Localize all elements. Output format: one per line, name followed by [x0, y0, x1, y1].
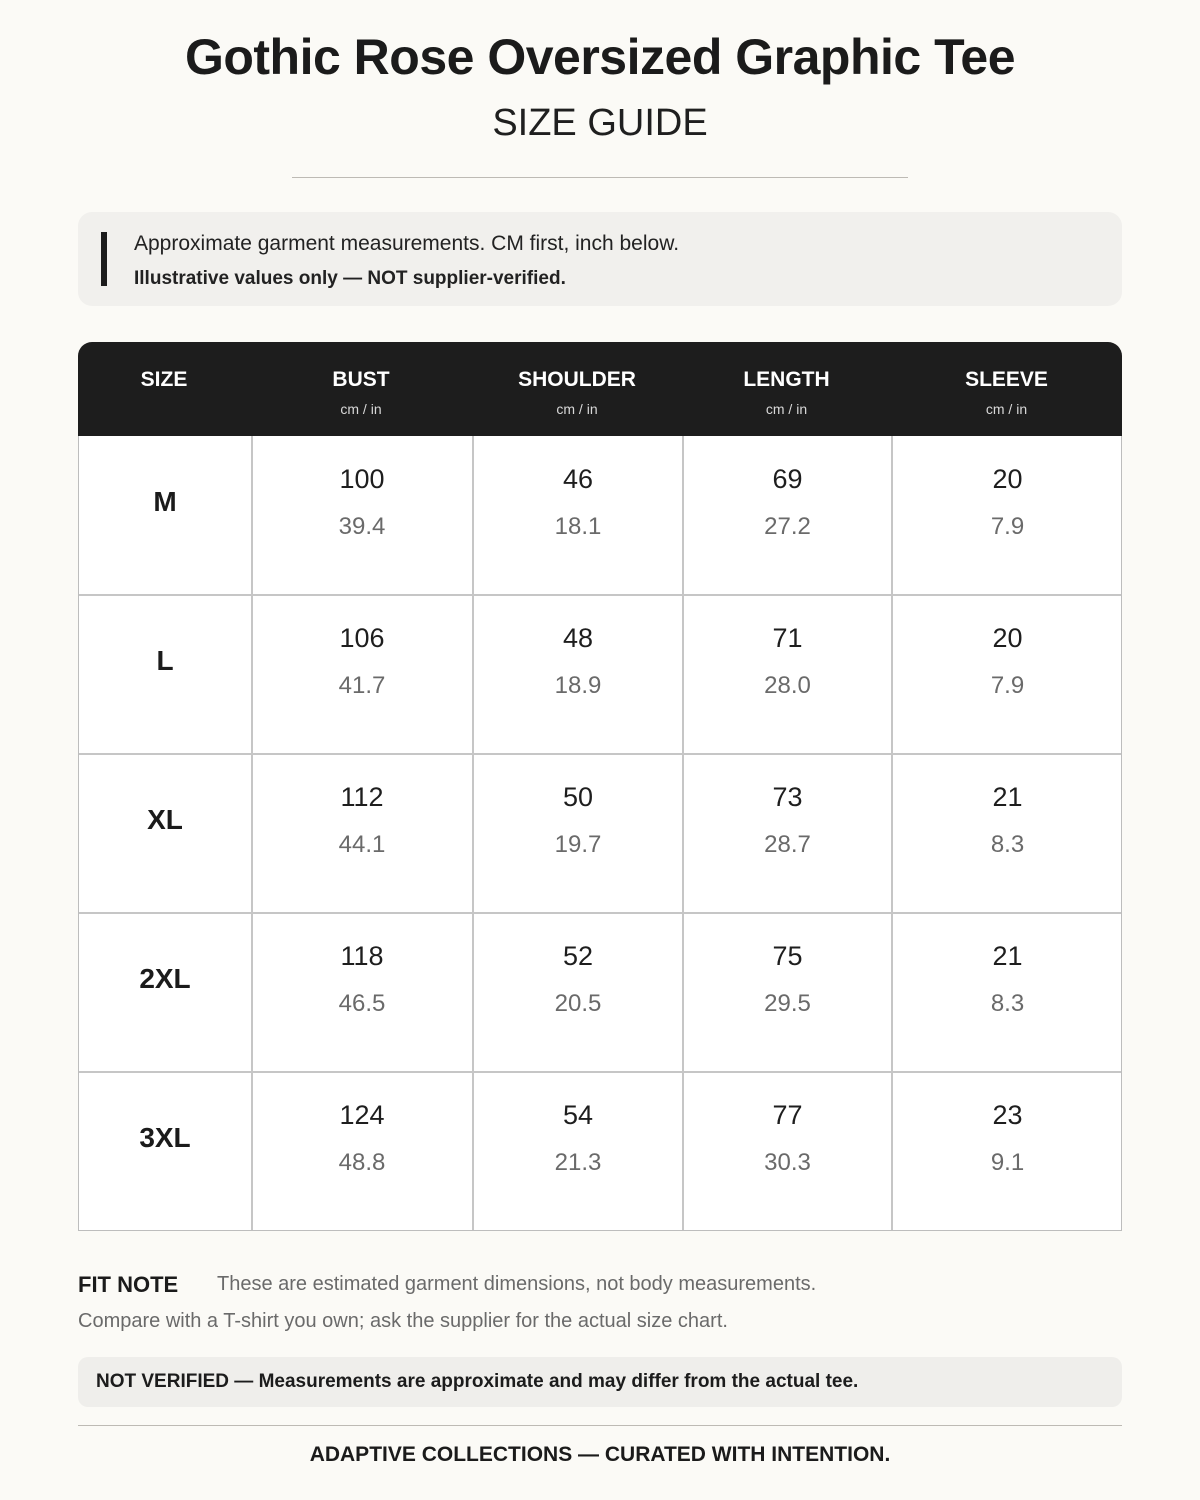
- column-label: LENGTH: [743, 368, 830, 391]
- length-cell: [683, 754, 892, 913]
- inch-value: 21.3: [554, 1149, 602, 1176]
- bust-cell: [251, 1072, 473, 1231]
- length-cell: [683, 1072, 892, 1231]
- inch-value: 48.8: [338, 1149, 386, 1176]
- cm-value: 100: [339, 464, 385, 494]
- size-cell: [79, 1072, 251, 1231]
- inch-value: 18.1: [554, 513, 602, 540]
- shoulder-cell: [473, 436, 683, 595]
- page-title: Gothic Rose Oversized Graphic Tee: [184, 29, 1016, 85]
- inch-value: 18.9: [554, 672, 602, 699]
- cm-value: 73: [772, 782, 803, 812]
- shoulder-cell: [473, 913, 683, 1072]
- column-header-shoulder: [472, 342, 682, 436]
- not-verified-banner: [78, 1357, 1122, 1407]
- inch-value: 7.9: [990, 513, 1025, 540]
- cm-value: 50: [562, 782, 594, 812]
- size-cell: [79, 436, 251, 595]
- cm-value: 54: [562, 1100, 594, 1130]
- cm-value: 75: [772, 941, 803, 971]
- column-label: SIZE: [140, 368, 188, 391]
- inch-value: 7.9: [990, 672, 1025, 699]
- notice-disclaimer: Illustrative values only — NOT supplier-verified.: [134, 268, 566, 289]
- notice-accent-bar: [101, 232, 107, 286]
- sleeve-cell: [892, 436, 1123, 595]
- footer-divider: [78, 1425, 1122, 1426]
- inch-value: 27.2: [764, 513, 811, 540]
- inch-value: 28.0: [764, 672, 811, 699]
- column-label: SHOULDER: [518, 368, 636, 391]
- sleeve-cell: [892, 595, 1123, 754]
- sleeve-cell: [892, 1072, 1123, 1231]
- sleeve-cell: [892, 754, 1123, 913]
- cm-value: 52: [562, 941, 594, 971]
- fit-note-label: FIT NOTE: [78, 1272, 179, 1297]
- size-cell: [79, 595, 251, 754]
- column-header-sleeve: [891, 342, 1122, 436]
- column-unit: cm / in: [765, 401, 808, 417]
- cm-value: 48: [562, 623, 594, 653]
- inch-value: 8.3: [990, 831, 1025, 858]
- footer-tagline: ADAPTIVE COLLECTIONS — CURATED WITH INTENTION.: [309, 1443, 891, 1466]
- inch-value: 46.5: [338, 990, 386, 1017]
- shoulder-cell: [473, 595, 683, 754]
- cm-value: 124: [339, 1100, 385, 1130]
- sleeve-cell: [892, 913, 1123, 1072]
- column-header-length: [682, 342, 891, 436]
- bust-cell: [251, 754, 473, 913]
- cm-value: 21: [992, 941, 1023, 971]
- size-label: 2XL: [139, 963, 191, 994]
- inch-value: 8.3: [990, 990, 1025, 1017]
- cm-value: 112: [340, 782, 384, 812]
- inch-value: 9.1: [990, 1149, 1025, 1176]
- inch-value: 44.1: [338, 831, 386, 858]
- size-table-header: [78, 342, 1122, 436]
- column-label: BUST: [332, 368, 390, 391]
- cm-value: 20: [992, 623, 1023, 653]
- column-label: SLEEVE: [965, 368, 1048, 391]
- length-cell: [683, 595, 892, 754]
- inch-value: 28.7: [764, 831, 811, 858]
- column-unit: cm / in: [556, 401, 598, 417]
- inch-value: 29.5: [764, 990, 811, 1017]
- inch-value: 39.4: [338, 513, 386, 540]
- inch-value: 41.7: [338, 672, 386, 699]
- cm-value: 71: [772, 623, 803, 653]
- size-table-body: [78, 436, 1122, 1231]
- column-header-bust: [250, 342, 472, 436]
- cm-value: 20: [992, 464, 1023, 494]
- bust-cell: [251, 436, 473, 595]
- inch-value: 19.7: [554, 831, 602, 858]
- notice-text: Approximate garment measurements. CM first, inch below.: [134, 232, 680, 255]
- measurement-notice: [78, 212, 1122, 306]
- cm-value: 21: [992, 782, 1023, 812]
- size-label: XL: [147, 804, 183, 835]
- size-label: M: [153, 486, 177, 517]
- shoulder-cell: [473, 1072, 683, 1231]
- fit-note-text: These are estimated garment dimensions, not body measurements.: [217, 1273, 817, 1295]
- cm-value: 46: [562, 464, 594, 494]
- cm-value: 118: [340, 941, 384, 971]
- length-cell: [683, 436, 892, 595]
- cm-value: 106: [339, 623, 385, 653]
- fit-note-advice: Compare with a T-shirt you own; ask the supplier for the actual size chart.: [78, 1310, 728, 1332]
- page-subtitle: SIZE GUIDE: [492, 102, 708, 144]
- size-label: L: [156, 645, 174, 676]
- cm-value: 23: [992, 1100, 1023, 1130]
- inch-value: 30.3: [764, 1149, 811, 1176]
- column-unit: cm / in: [340, 401, 382, 417]
- size-label: 3XL: [139, 1122, 191, 1153]
- shoulder-cell: [473, 754, 683, 913]
- size-cell: [79, 913, 251, 1072]
- bust-cell: [251, 595, 473, 754]
- bust-cell: [251, 913, 473, 1072]
- cm-value: 77: [772, 1100, 803, 1130]
- length-cell: [683, 913, 892, 1072]
- title-divider: [292, 177, 908, 178]
- size-cell: [79, 754, 251, 913]
- inch-value: 20.5: [554, 990, 602, 1017]
- column-header-size: [78, 342, 250, 436]
- column-unit: cm / in: [985, 401, 1028, 417]
- cm-value: 69: [772, 464, 803, 494]
- not-verified-text: NOT VERIFIED — Measurements are approximate and may differ from the actual tee.: [96, 1371, 859, 1392]
